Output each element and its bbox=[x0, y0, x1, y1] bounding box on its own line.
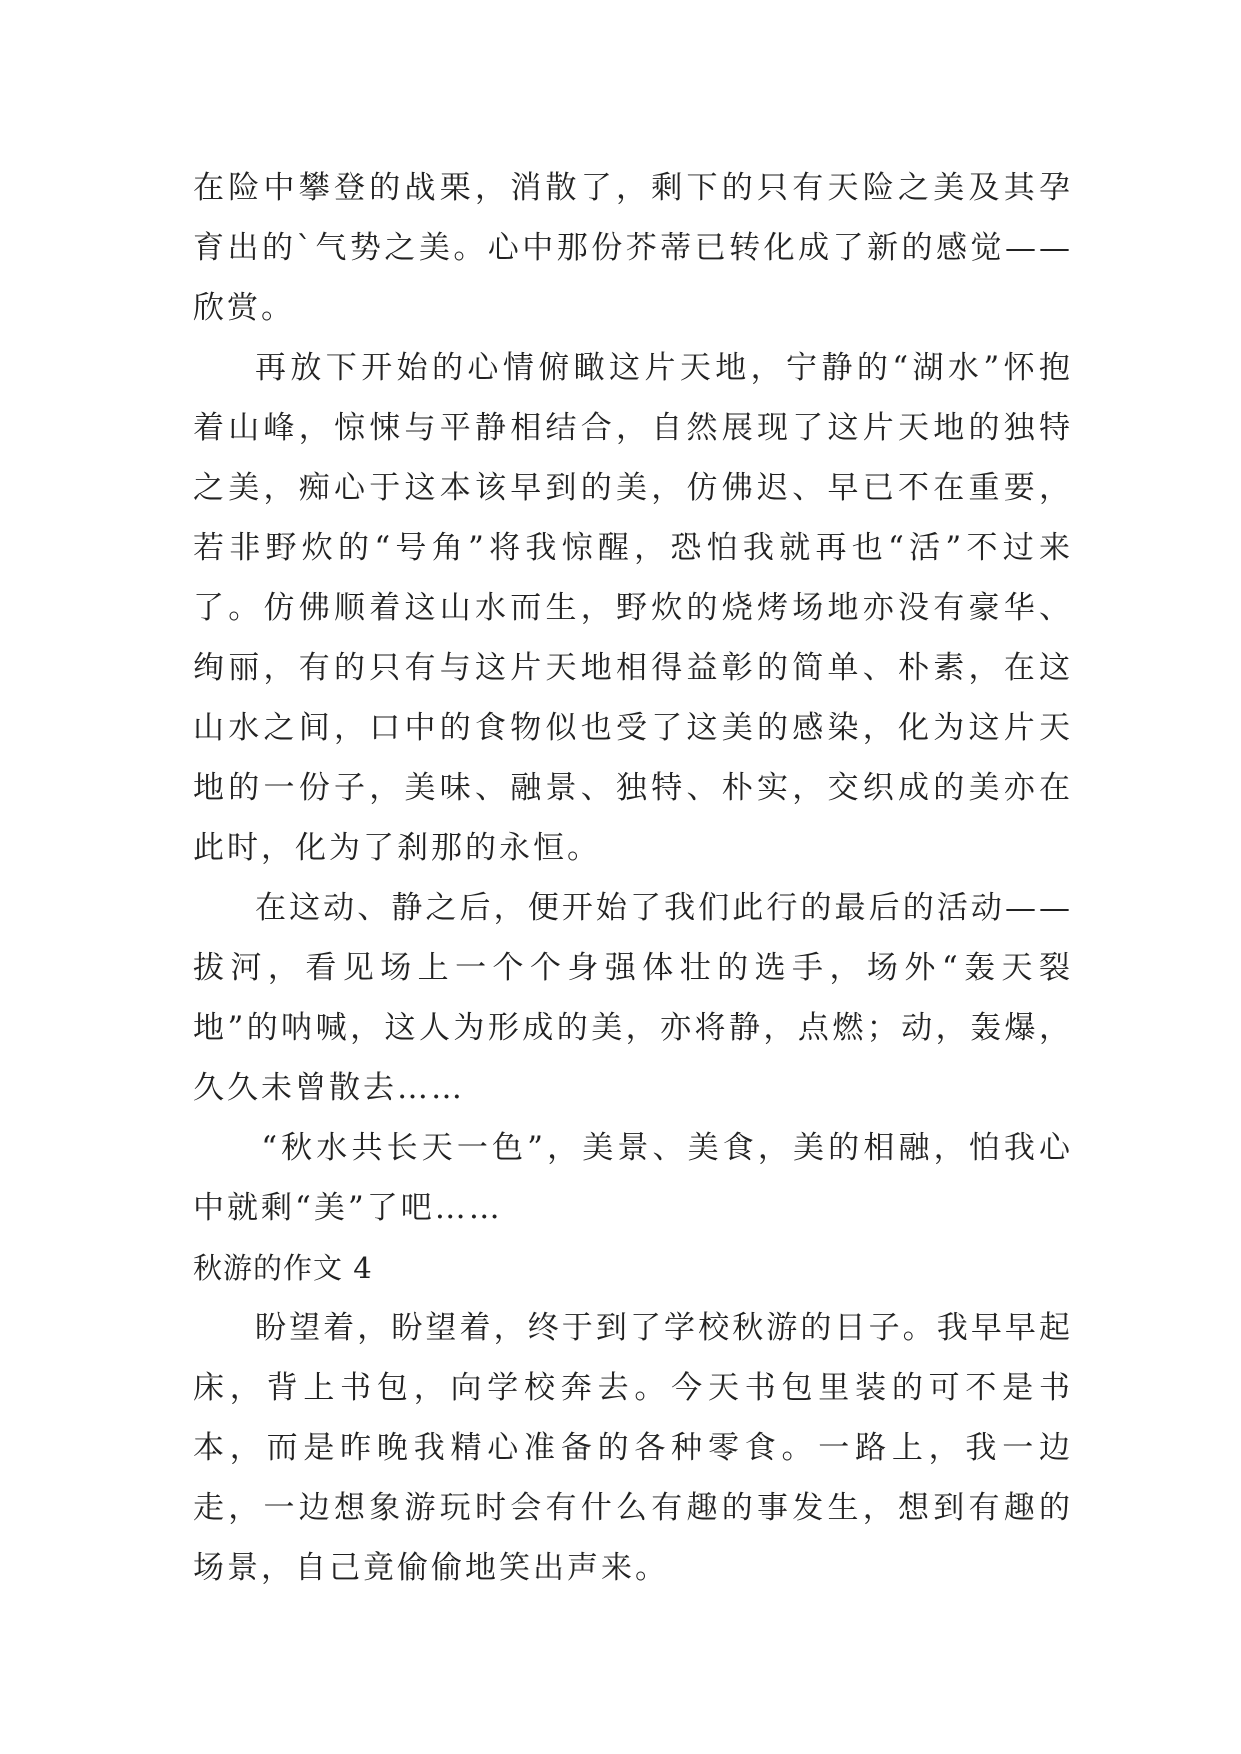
paragraph-continued: 在险中攀登的战栗，消散了，剩下的只有天险之美及其孕育出的`气势之美。心中那份芥蒂已转化成了新的感觉——欣赏。 bbox=[193, 170, 1073, 326]
document-body bbox=[193, 158, 1073, 1598]
paragraph-overlook: 再放下开始的心情俯瞰这片天地，宁静的“湖水”怀抱着山峰，惊悚与平静相结合，自然展现了这片天地的独特之美，痴心于这本该早到的美，仿佛迟、早已不在重要，若非野炊的“号角”将我惊醒，恐怕我就再也“活”不过来了。仿佛顺着这山水而生，野炊的烧烤场地亦没有豪华、绚丽，有的只有与这片天地相得益彰的简单、朴素，在这山水之间，口中的食物似也受了这美的感染，化为这片天地的一份子，美味、融景、独特、朴实，交织成的美亦在此时，化为了刹那的永恒。 bbox=[193, 350, 1073, 866]
section-heading: 秋游的作文 4 bbox=[193, 1251, 373, 1285]
paragraph-quote: “秋水共长天一色”，美景、美食，美的相融，怕我心中就剩“美”了吧…… bbox=[193, 1130, 1073, 1226]
paragraph-outing-start: 盼望着，盼望着，终于到了学校秋游的日子。我早早起床，背上书包，向学校奔去。今天书包里装的可不是书本，而是昨晚我精心准备的各种零食。一路上，我一边走，一边想象游玩时会有什么有趣的事发生，想到有趣的场景，自己竟偷偷地笑出声来。 bbox=[193, 1310, 1073, 1586]
paragraph-tug-of-war: 在这动、静之后，便开始了我们此行的最后的活动——拔河，看见场上一个个身强体壮的选手，场外“轰天裂地”的呐喊，这人为形成的美，亦将静，点燃；动，轰爆，久久未曾散去…… bbox=[193, 890, 1073, 1106]
